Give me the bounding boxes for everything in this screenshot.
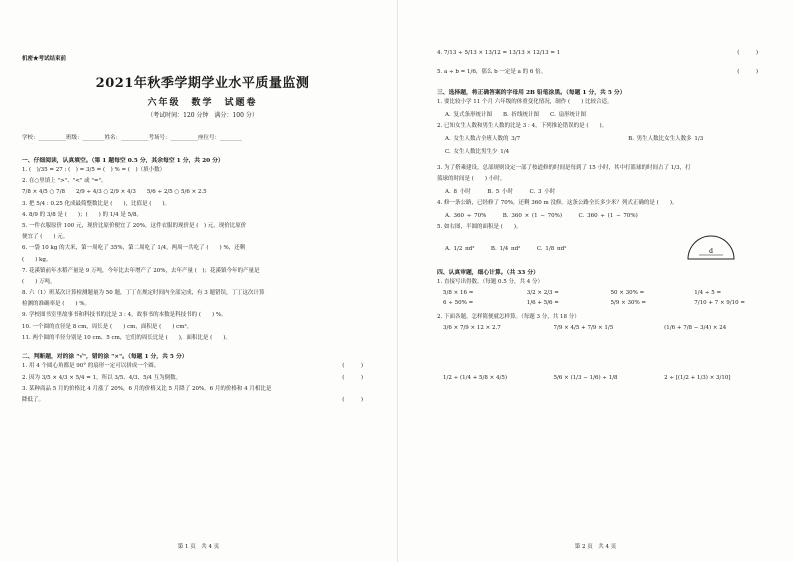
exam-subtitle: 六年级 数学 试题卷 xyxy=(147,98,258,108)
choice-5 xyxy=(437,224,778,231)
choice-2-option-a: A. 女生人数占全班人数的 3/7 xyxy=(445,136,521,143)
calc-item: 1/2 ÷ (1/4 + 5/8 × 4/5) xyxy=(443,375,508,382)
calc-item: 2 ÷ [(1/2 + 1/3) × 3/10] xyxy=(664,375,731,382)
section-1-heading: 一、仔细阅读，认真填空。（第 1 题每空 0.5 分，其余每空 1 分，共 20 分） xyxy=(22,158,224,164)
judge-5 xyxy=(437,69,778,76)
judge-2-text: 2. 因为 3/5 × 4/3 × 5/4 = 1，所以 3/5、4/3、5/4 互为倒数。 xyxy=(22,374,182,381)
judge-1 xyxy=(22,363,383,370)
calc-item: 5/6 × (1/3 − 1/6) ÷ 1/8 xyxy=(553,375,618,382)
calc-1-heading: 1. 直接写出得数。（每题 0.5 分，共 4 分） xyxy=(437,278,543,285)
exam-title: 2021年秋季学期学业水平质量监测 xyxy=(95,76,310,91)
calc-item: (1/6 + 7/8 − 3/4) × 24 xyxy=(664,325,727,332)
judge-3a: 3. 某种商品 5 月的价格比 4 月涨了 20%，6 月的价格又比 5 月降了 20%。6 月的价格和 4 月相比是 xyxy=(22,385,272,392)
choice-2-option-b: B. 男生人数比女生人数多 1/3 xyxy=(628,136,704,143)
question-1-1: 1. ( )/35 = 27 : ( ) = 3/5 = ( ) % = ( )（填小数） xyxy=(22,167,166,173)
section-4-heading: 四、认真审题，细心计算。（共 33 分） xyxy=(437,269,539,276)
question-1-3: 3. 把 5/4 : 0.25 化成最简整数比是 ( )，比值是 ( )。 xyxy=(22,200,171,207)
judge-4 xyxy=(437,50,778,57)
question-1-8b: 检测的准确率是 ( ) %。 xyxy=(22,301,91,308)
choice-4: 4. 修一条公路，已经修了 70%，还剩 360 m 没修。这条公路全长多少米？列式正确的是 ( )。 xyxy=(437,199,678,206)
calc-item: 3/2 × 2/3 = xyxy=(526,289,559,296)
calc-item: 6 ÷ 50% = xyxy=(443,299,474,306)
page-1-footer: 第 1 页 共 4 页 xyxy=(177,544,220,550)
calc-1-row-1 xyxy=(443,290,778,296)
semicircle-figure xyxy=(685,235,737,261)
question-1-7a: 7. 花溪镇前年水稻产量是 9 万吨，今年比去年增产了 20%，去年产量 ( )；花溪镇今年的产量是 xyxy=(22,267,260,274)
question-1-8a: 8. 六（1）班某次计算检测题量为 50 题，丁丁在规定时间内全部完成，有 3 题错误，丁丁这次计算 xyxy=(22,290,265,297)
judge-4-text: 4. 7/13 ÷ 5/13 × 13/12 = 13/13 × 12/13 = 1 xyxy=(437,50,561,56)
question-1-7b: ( ) 万吨。 xyxy=(22,278,56,285)
calc-item: 3/6 × 7/9 × 12 × 2.7 xyxy=(443,325,501,332)
judge-3-answer: ( ) xyxy=(342,396,363,403)
calc-2-row-2 xyxy=(443,375,778,381)
judge-2-answer: ( ) xyxy=(342,374,363,381)
question-1-5a: 5. 一件衣服原价 100 元，现价比原价便宜了 20%，这件衣服的现价是 ( ) 元，现价比原价 xyxy=(22,222,247,229)
question-1-6b: ( ) kg。 xyxy=(22,256,52,263)
choice-1: 1. 要比较小学 11 个月 六年级的体重变化情况，制作 ( ) 比较合适。 xyxy=(437,99,613,106)
calc-item: 7/9 × 4/5 + 7/9 × 1/5 xyxy=(553,325,614,332)
choice-3-options: A. 8 小时 B. 5 小时 C. 3 小时 xyxy=(445,189,556,196)
question-1-2: 2. 在○里填上 ">"、"<" 或 "="。 xyxy=(22,178,107,185)
exam-info: （考试时间：120 分钟 满分：100 分） xyxy=(147,112,258,119)
calc-item: 50 × 30% = xyxy=(610,289,645,296)
choice-2-options-ab xyxy=(445,134,778,142)
choice-3a: 3. 为了搭乘建设，总部规则设定一部了按道修的时间是每到了 15 小时，其中打篮球的时间占了 1/3，打 xyxy=(437,164,691,171)
judge-1-answer: ( ) xyxy=(342,363,363,370)
judge-4-answer: ( ) xyxy=(737,50,758,56)
student-info-fields: 学校：__________班级：________姓名：__________考场号：__________座位号：________ xyxy=(22,135,243,141)
calc-item: 5/8 × 16 = xyxy=(443,289,474,296)
choice-1-options: A. 复式条形统计图 B. 折线统计图 C. 扇形统计图 xyxy=(445,112,587,119)
section-3-heading: 三、选择题，将正确答案的字母用 2B 铅笔涂黑。（每题 1 分，共 5 分） xyxy=(437,90,626,97)
question-1-11: 11. 两个圆的半径分别是 10 cm、5 cm，它们的周长比是 ( )，面积比是 ( )。 xyxy=(22,334,231,341)
judge-3b-text: 降低了。 xyxy=(22,396,45,403)
question-1-9: 9. 学校图书室里故事书和科技书的比是 3 : 4，故事书的本数是科技书的 ( ) %。 xyxy=(22,312,227,319)
choice-3b: 篮球的时间是 ( ) 小时。 xyxy=(437,175,506,182)
choice-4-options: A. 360 ÷ 70% B. 360 × (1 − 70%) C. 360 ÷ (1 − 70%) xyxy=(445,212,638,219)
choice-5-options xyxy=(445,235,778,261)
judge-5-answer: ( ) xyxy=(737,68,758,75)
calc-item: 5/9 × 30% = xyxy=(610,299,647,306)
calc-item: 7/10 + 7 × 9/10 = xyxy=(694,299,746,306)
page-2-footer: 第 2 页 共 4 页 xyxy=(574,544,617,550)
judge-2 xyxy=(22,375,383,382)
choice-2-option-c: C. 女生人数比男生少 1/4 xyxy=(445,148,510,155)
calc-item: 1/6 + 5/6 = xyxy=(526,299,559,306)
question-1-4: 4. 8/9 的 3/8 是 ( )；( ) 的 1/4 是 5/8。 xyxy=(22,211,142,218)
section-2-heading: 二、判断题，对的涂 "√"，错的涂 "×"。（每题 1 分，共 5 分） xyxy=(22,354,188,361)
question-1-5b: 便宜了 ( ) 元。 xyxy=(22,234,69,241)
confidential-mark: 机密★考试结束前 xyxy=(22,56,67,62)
page-2 xyxy=(397,0,794,562)
choice-2: 2. 已知女生人数和男生人数的比是 3 : 4，下列推论错误的是 ( )。 xyxy=(437,122,608,129)
question-1-6a: 6. 一袋 10 kg 的大米，第一周吃了 35%，第二周吃了 1/4，两周一共吃了 ( ) %，还剩 xyxy=(22,245,246,252)
question-1-10: 10. 一个圆的直径是 8 cm，周长是 ( ) cm，面积是 ( ) cm²。 xyxy=(22,323,193,330)
judge-5-text: 5. a ÷ b = 1/6，那么 b 一定是 a 的 6 倍。 xyxy=(437,68,547,75)
choice-5-options-text: A. 1/2 πd² B. 1/4 πd² C. 1/8 πd² xyxy=(445,245,567,252)
calc-2-heading: 2. 下面各题，怎样简便就怎样算。（每题 3 分，共 18 分） xyxy=(437,313,580,320)
choice-5-text: 5. 如右图，半圆的面积是 ( )。 xyxy=(437,223,522,230)
calc-2-row-1 xyxy=(443,325,778,331)
judge-3b xyxy=(22,397,383,404)
judge-1-text: 1. 用 4 个圆心角都是 90° 的扇形一定可以拼成一个圆。 xyxy=(22,363,160,370)
semicircle-diameter-label: d xyxy=(708,247,713,255)
calc-item: 1/4 ÷ 5 = xyxy=(694,289,722,296)
question-1-2-items: 7/8 × 4/5 ○ 7/8 2/9 ÷ 4/3 ○ 2/9 × 4/3 5/6 ÷ 2/5 ○ 5/6 × 2.5 xyxy=(22,189,207,196)
calc-1-row-2 xyxy=(443,300,778,306)
